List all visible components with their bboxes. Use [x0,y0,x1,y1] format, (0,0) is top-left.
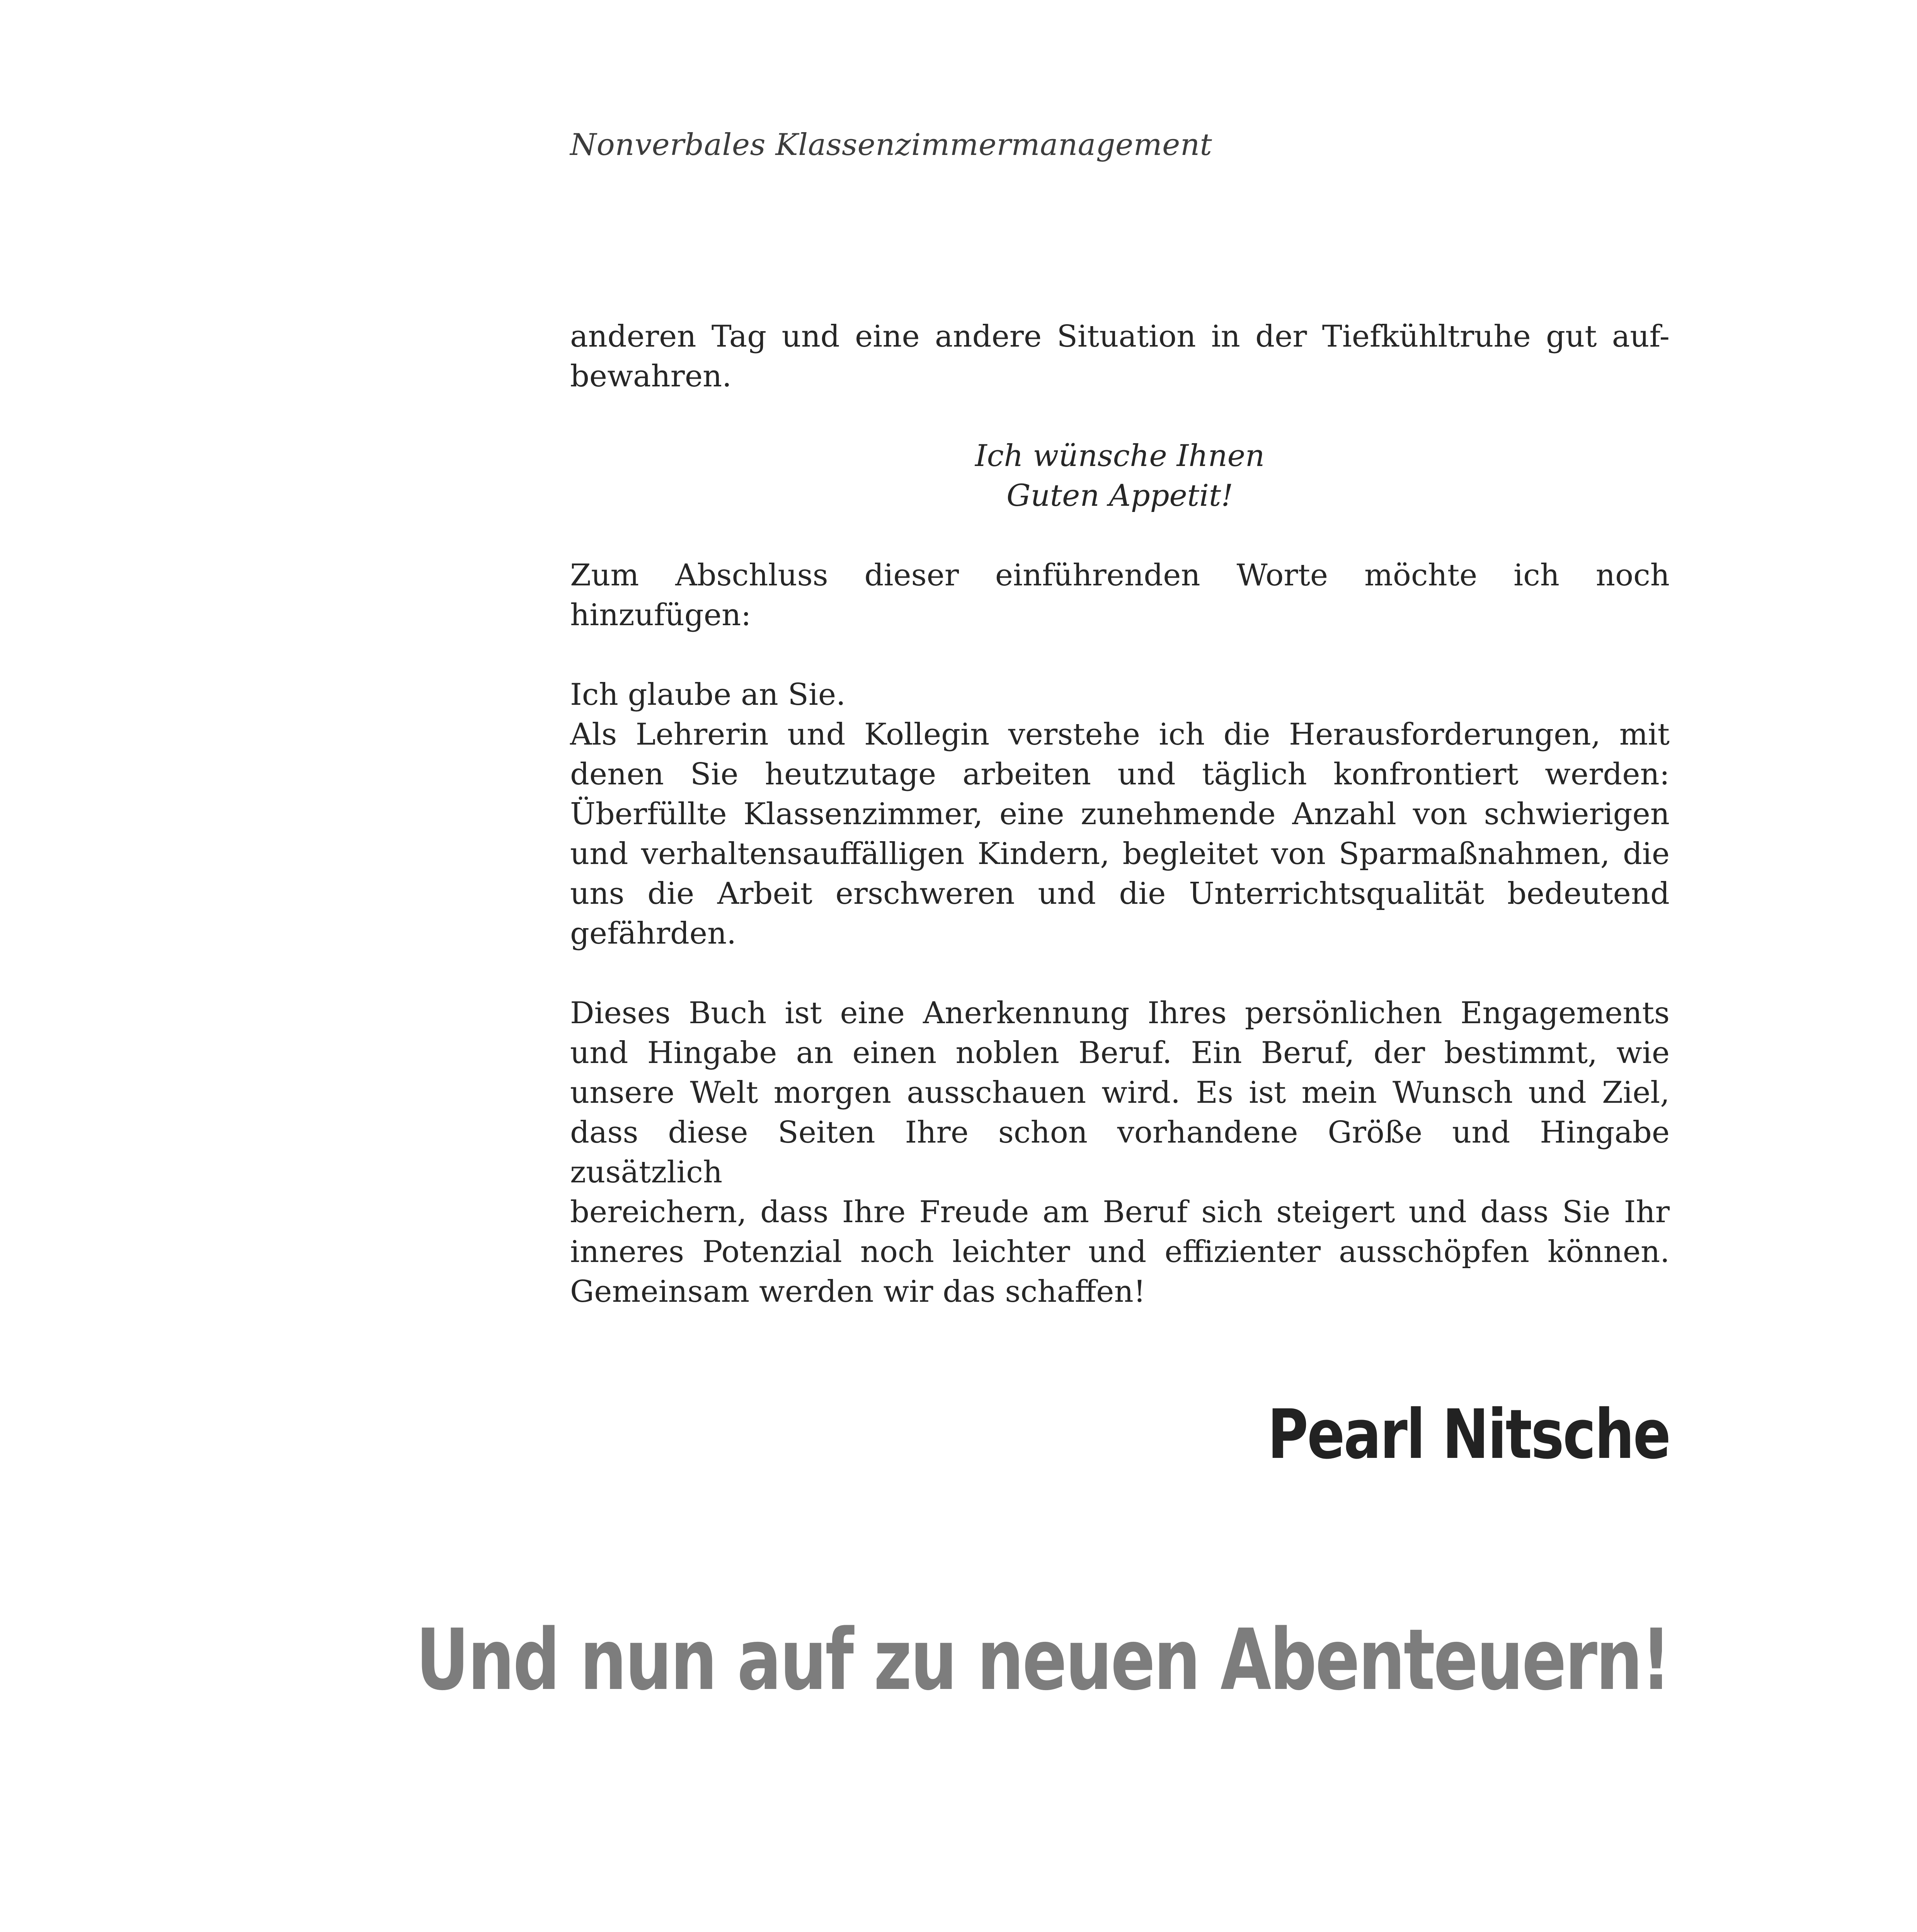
text-line: Als Lehrerin und Kollegin verstehe ich die Herausforderungen, mit [570,717,1670,752]
paragraph-intro [570,317,1670,396]
paragraph-acknowledgement [570,993,1670,1312]
text-line: Zum Abschluss dieser einführenden Worte möchte ich noch [570,558,1670,593]
text-line: Dieses Buch ist eine Anerkennung Ihres persönlichen Engagements [570,996,1670,1031]
wish-line: Guten Appetit! [1006,478,1233,513]
text-line: Ich glaube an Sie. [570,677,846,712]
text-line: inneres Potenzial noch leichter und effizienter ausschöpfen können. [570,1235,1670,1269]
text-line: dass diese Seiten Ihre schon vorhandene Größe und Hingabe zusätzlich [570,1115,1670,1190]
text-line: unsere Welt morgen ausschauen wird. Es ist mein Wunsch und Ziel, [570,1075,1670,1110]
text-line: denen Sie heutzutage arbeiten und täglich konfrontiert werden: [570,757,1670,792]
wish-block [570,436,1670,516]
text-line: bereichern, dass Ihre Freude am Beruf sich steigert und dass Sie Ihr [570,1195,1670,1230]
wish-line: Ich wünsche Ihnen [975,439,1265,473]
text-line: uns die Arbeit erschweren und die Unterrichtsqualität bedeutend [570,876,1670,911]
paragraph-closing-words [570,556,1670,635]
text-line: und Hingabe an einen noblen Beruf. Ein Beruf, der bestimmt, wie [570,1036,1670,1070]
text-line: Gemeinsam werden wir das schaffen! [570,1274,1146,1309]
text-line: und verhaltensauffälligen Kindern, begleitet von Sparmaßnahmen, die [570,837,1670,871]
text-line: hinzufügen: [570,598,751,633]
text-line: anderen Tag und eine andere Situation in der Tiefkühltruhe gut auf- [570,319,1670,354]
closing-headline: Und nun auf zu neuen Abenteuern! [416,1611,1670,1709]
text-line: gefährden. [570,916,737,951]
running-header: Nonverbales Klassenzimmermanagement [570,128,1212,162]
body-text [570,317,1670,1312]
paragraph-belief [570,675,1670,954]
author-signature: Pearl Nitsche [1267,1395,1670,1474]
text-line: bewahren. [570,359,732,394]
text-line: Überfüllte Klassenzimmer, eine zunehmende Anzahl von schwierigen [570,797,1670,832]
